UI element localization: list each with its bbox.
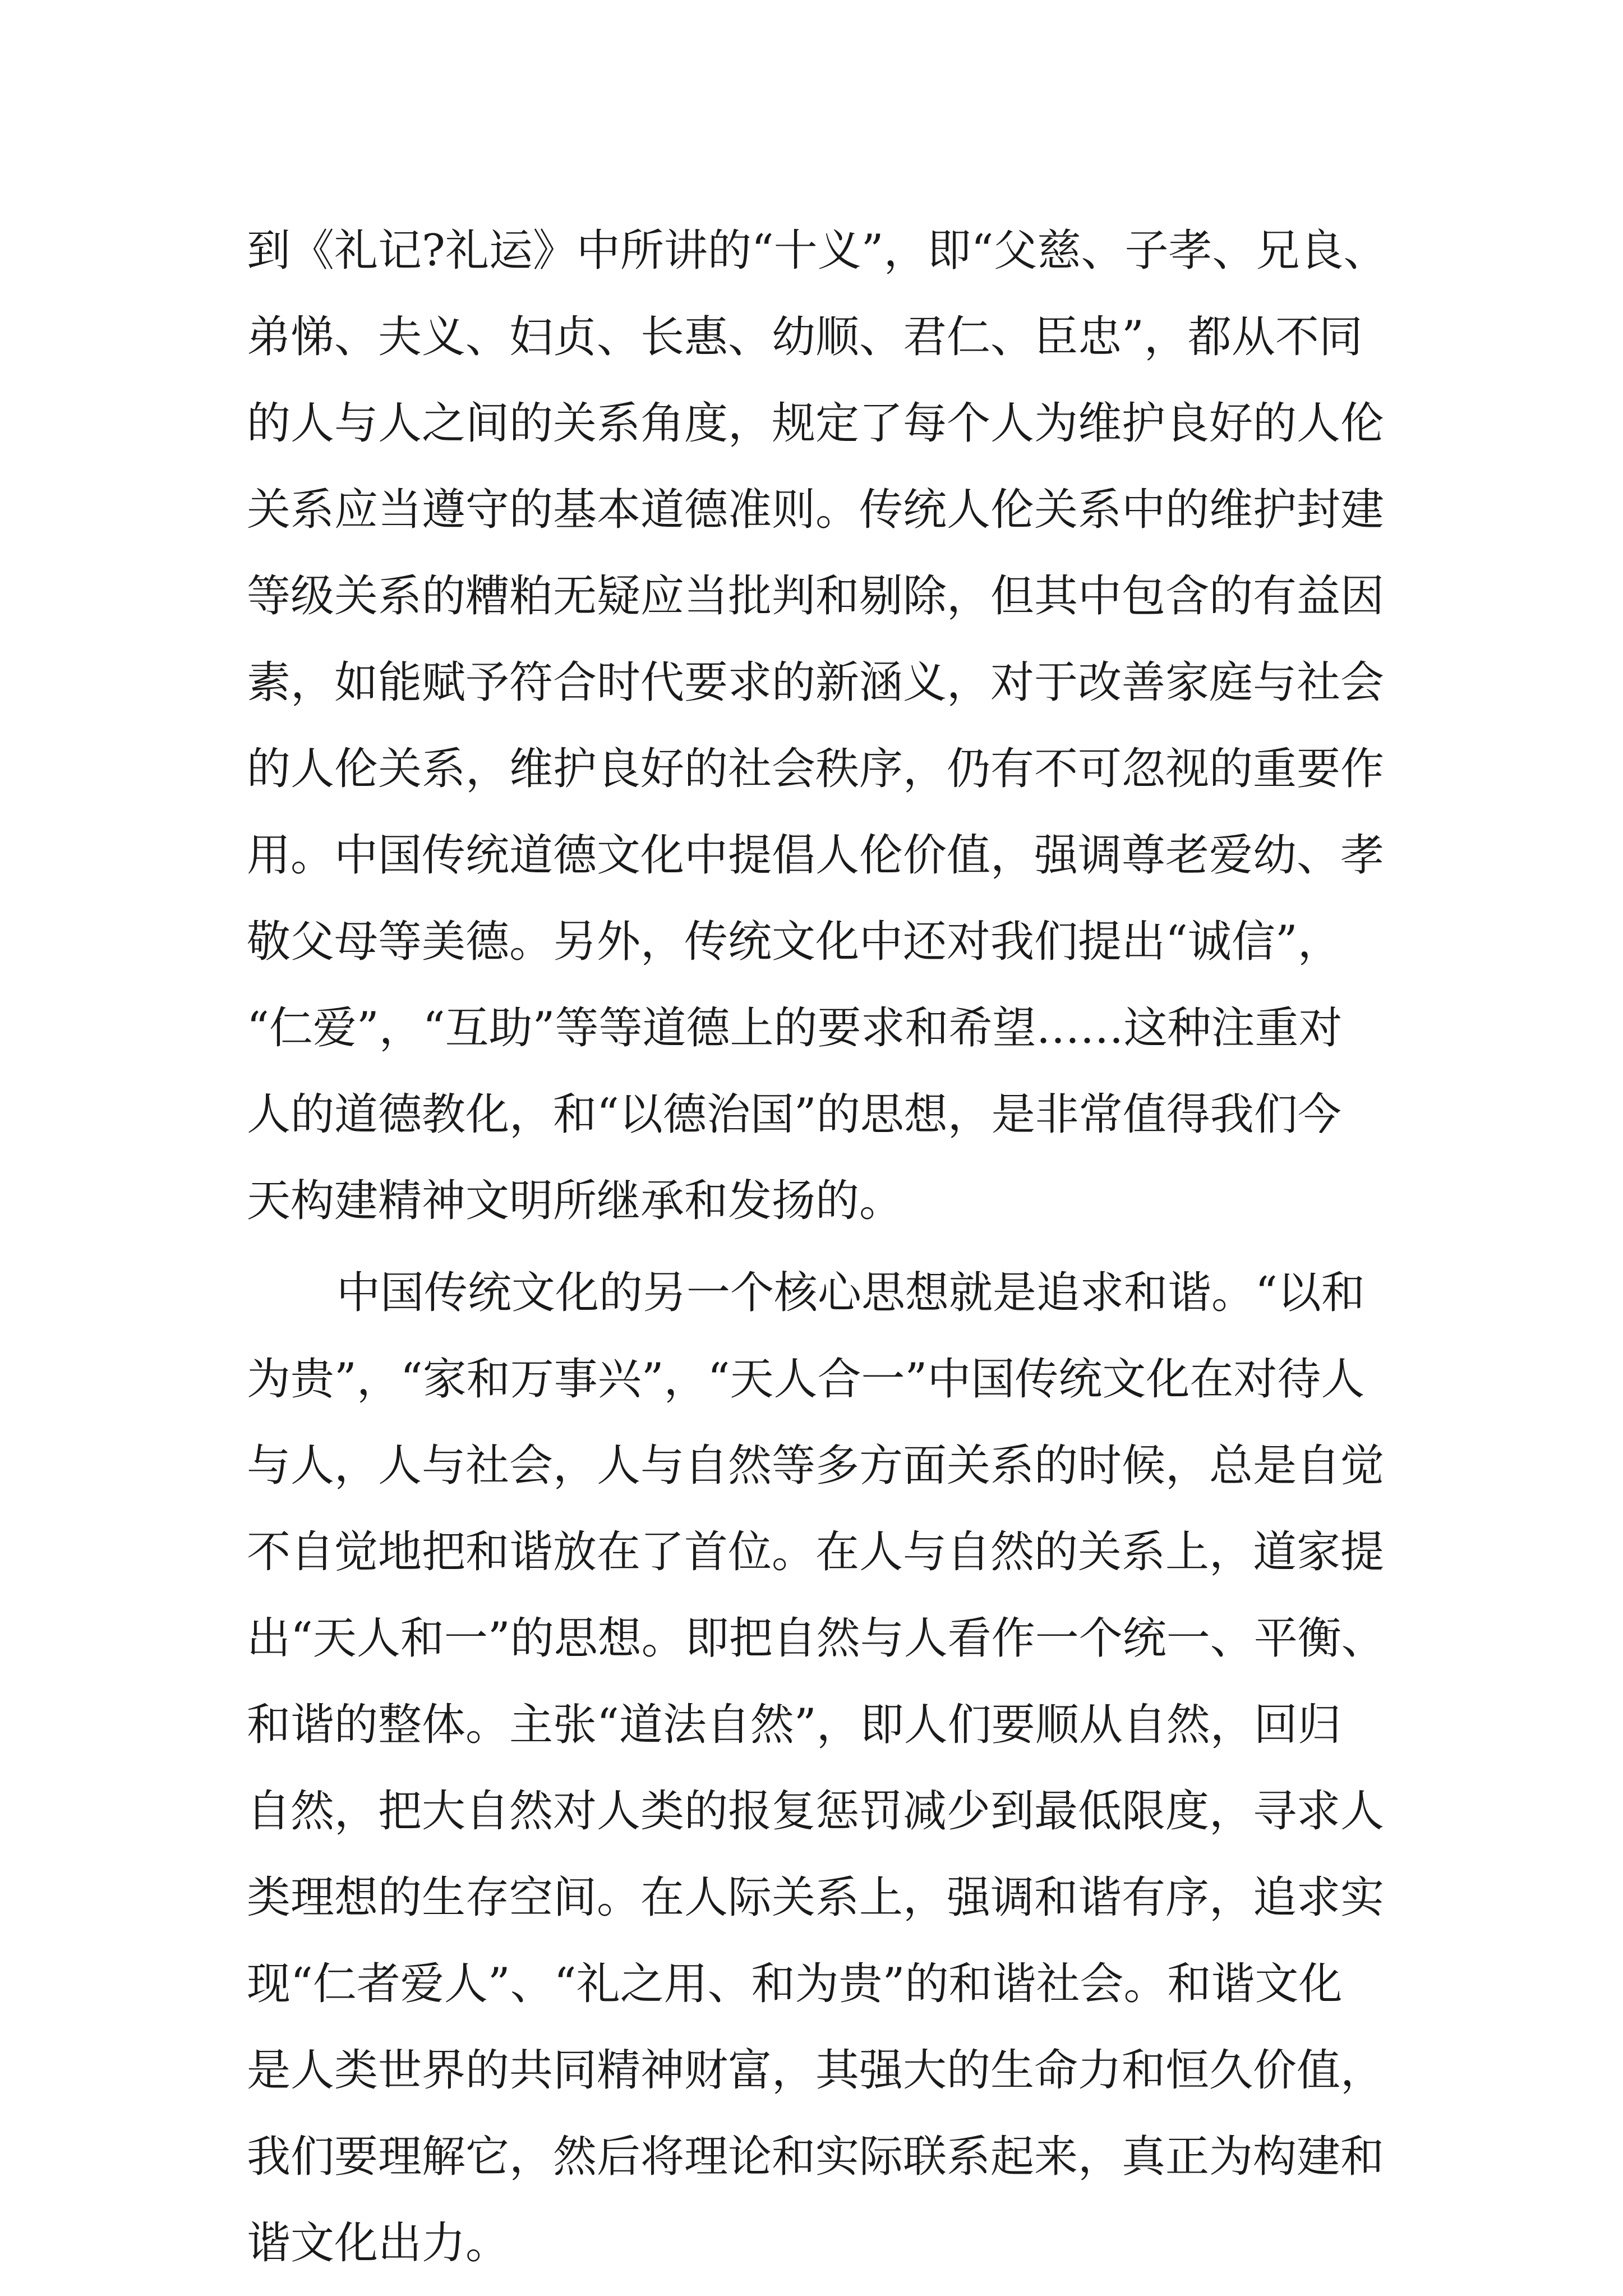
body-text <box>247 208 1481 2286</box>
paragraph-line: 类理想的生存空间。在人际关系上，强调和谐有序，追求实 <box>247 1872 1385 1923</box>
paragraph-spacer <box>247 1244 1481 1250</box>
paragraph-line: 到《礼记?礼运》中所讲的“十义”，即“父慈、子孝、兄良、 <box>247 226 1387 276</box>
paragraph-line: 素，如能赋予符合时代要求的新涵义，对于改善家庭与社会 <box>247 657 1385 708</box>
paragraph-2 <box>247 1250 1481 2286</box>
paragraph-1 <box>247 208 1481 1244</box>
paragraph-line: 弟悌、夫义、妇贞、长惠、幼顺、君仁、臣忠”，都从不同 <box>247 312 1363 362</box>
paragraph-line: 的人与人之间的关系角度，规定了每个人为维护良好的人伦 <box>247 398 1385 449</box>
paragraph-line: 和谐的整体。主张“道法自然”，即人们要顺从自然，回归 <box>247 1700 1341 1750</box>
paragraph-line: 现“仁者爱人”、“礼之用、和为贵”的和谐社会。和谐文化 <box>247 1959 1343 2009</box>
paragraph-line: 出“天人和一”的思想。即把自然与人看作一个统一、平衡、 <box>247 1613 1385 1664</box>
paragraph-line: 中国传统文化的另一个核心思想就是追求和谐。“以和 <box>336 1268 1365 1318</box>
paragraph-line: 不自觉地把和谐放在了首位。在人与自然的关系上，道家提 <box>247 1527 1385 1577</box>
paragraph-line: 自然，把大自然对人类的报复惩罚减少到最低限度，寻求人 <box>247 1786 1385 1837</box>
paragraph-line: 用。中国传统道德文化中提倡人伦价值，强调尊老爱幼、孝 <box>247 830 1385 881</box>
paragraph-line: 我们要理解它，然后将理论和实际联系起来，真正为构建和 <box>247 2132 1385 2182</box>
paragraph-line: 的人伦关系，维护良好的社会秩序，仍有不可忽视的重要作 <box>247 744 1385 794</box>
paragraph-line: 谐文化出力。 <box>247 2218 510 2269</box>
paragraph-line: 等级关系的糟粕无疑应当批判和剔除，但其中包含的有益因 <box>247 571 1385 622</box>
paragraph-line: “仁爱”，“互助”等等道德上的要求和希望……这种注重对 <box>247 1003 1343 1053</box>
paragraph-line: 与人，人与社会，人与自然等多方面关系的时候，总是自觉 <box>247 1441 1385 1491</box>
paragraph-line: 敬父母等美德。另外，传统文化中还对我们提出“诚信”， <box>247 917 1341 967</box>
paragraph-line: 为贵”，“家和万事兴”，“天人合一”中国传统文化在对待人 <box>247 1354 1365 1405</box>
paragraph-line: 人的道德教化，和“以德治国”的思想，是非常值得我们今 <box>247 1089 1341 1140</box>
paragraph-line: 天构建精神文明所继承和发扬的。 <box>247 1176 903 1226</box>
paragraph-line: 是人类世界的共同精神财富，其强大的生命力和恒久价值， <box>247 2045 1385 2096</box>
paragraph-line: 关系应当遵守的基本道德准则。传统人伦关系中的维护封建 <box>247 485 1385 535</box>
